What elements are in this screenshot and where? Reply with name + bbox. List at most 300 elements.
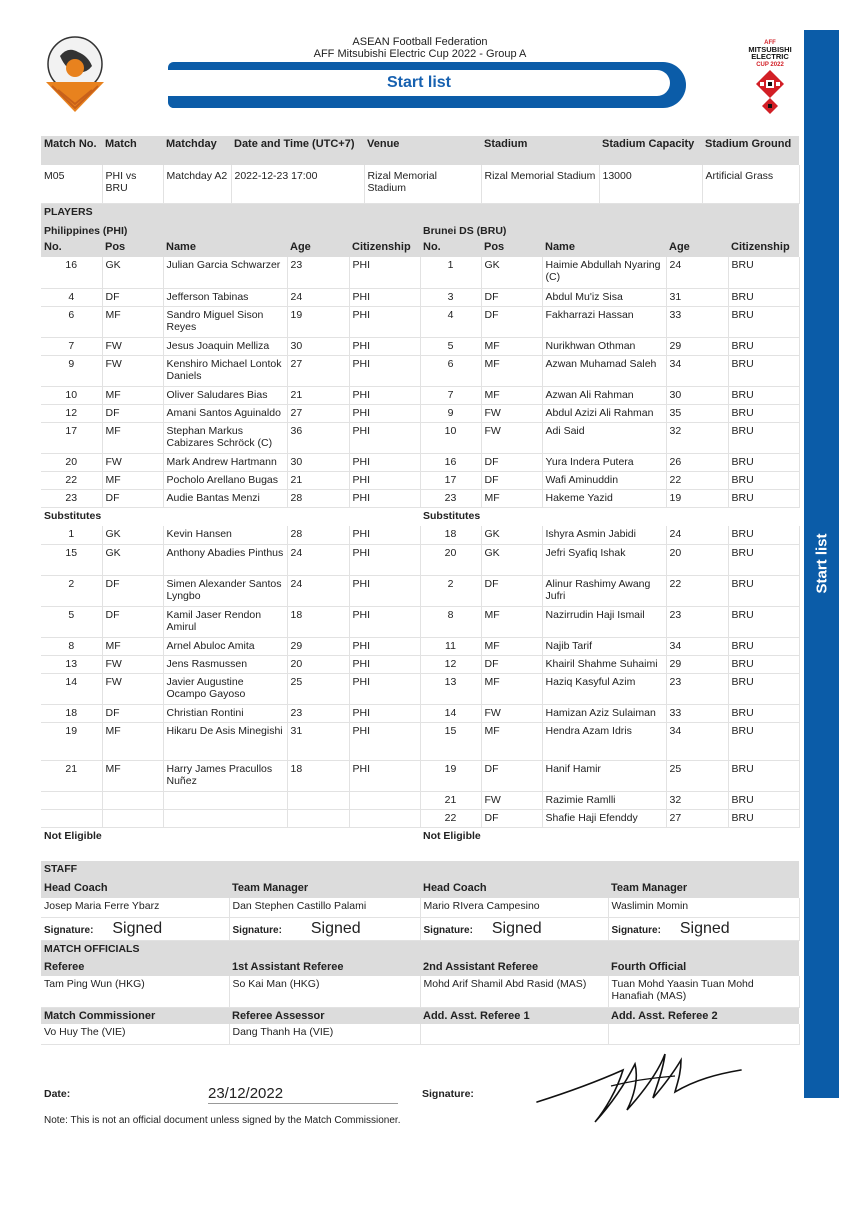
match-info-table	[41, 136, 800, 204]
signature-value: Signed	[310, 919, 361, 937]
matchday-value: Matchday A2	[163, 165, 231, 203]
starter-row	[41, 489, 799, 507]
date-time-header: Date and Time (UTC+7)	[231, 136, 364, 165]
away-player-no: 3	[420, 288, 481, 306]
substitute-row	[41, 791, 799, 809]
away-player-name: Abdul Mu'iz Sisa	[542, 288, 666, 306]
substitute-row	[41, 704, 799, 722]
away-team-name: Brunei DS (BRU)	[420, 224, 799, 239]
side-label	[804, 530, 839, 600]
away-player-citizenship: BRU	[728, 704, 799, 722]
away-player-name: Nurikhwan Othman	[542, 337, 666, 355]
staff-names-row	[41, 898, 799, 917]
away-player-no: 15	[420, 722, 481, 760]
away-player-age: 19	[666, 489, 728, 507]
home-player-age: 18	[287, 606, 349, 637]
away-player-pos: FW	[481, 404, 542, 422]
logo-text-mitsubishi: MITSUBISHI	[748, 45, 792, 54]
home-player-age: 27	[287, 404, 349, 422]
away-player-citizenship: BRU	[728, 526, 799, 544]
substitute-row	[41, 526, 799, 544]
away-player-no: 12	[420, 655, 481, 673]
home-player-pos: DF	[102, 288, 163, 306]
signature-value: Signed	[679, 919, 730, 937]
starter-row	[41, 288, 799, 306]
away-no-header: No.	[420, 239, 481, 257]
away-player-no: 6	[420, 355, 481, 386]
signature-value: Signed	[491, 919, 542, 937]
home-player-pos: DF	[102, 575, 163, 606]
home-player-pos: GK	[102, 257, 163, 288]
officials-section-row	[41, 940, 799, 959]
home-player-age: 18	[287, 760, 349, 791]
away-player-citizenship: BRU	[728, 422, 799, 453]
away-player-pos: MF	[481, 722, 542, 760]
home-player-citizenship: PHI	[349, 544, 420, 575]
players-table	[41, 204, 800, 846]
referee-name: Tam Ping Wun (HKG)	[41, 976, 229, 1007]
date-value: 23/12/2022	[208, 1085, 398, 1104]
competition-name: AFF Mitsubishi Electric Cup 2022 - Group A	[313, 48, 527, 60]
home-player-name: Anthony Abadies Pinthus	[163, 544, 287, 575]
home-player-name: Julian Garcia Schwarzer	[163, 257, 287, 288]
away-pos-header: Pos	[481, 239, 542, 257]
away-player-name: Razimie Ramlli	[542, 791, 666, 809]
home-player-citizenship: PHI	[349, 673, 420, 704]
home-player-citizenship: PHI	[349, 489, 420, 507]
venue-value: Rizal Memorial Stadium	[364, 165, 481, 203]
starter-row	[41, 422, 799, 453]
away-player-pos: DF	[481, 453, 542, 471]
home-player-citizenship: PHI	[349, 575, 420, 606]
home-player-age: 29	[287, 637, 349, 655]
away-player-citizenship: BRU	[728, 760, 799, 791]
home-player-name	[163, 809, 287, 827]
away-player-name: Shafie Haji Efenddy	[542, 809, 666, 827]
second-assistant-referee-label: 2nd Assistant Referee	[420, 959, 608, 976]
away-player-name: Azwan Ali Rahman	[542, 386, 666, 404]
away-player-name: Fakharrazi Hassan	[542, 306, 666, 337]
away-player-no: 4	[420, 306, 481, 337]
away-head-coach-signature	[420, 917, 608, 940]
away-player-name: Ishyra Asmin Jabidi	[542, 526, 666, 544]
away-player-pos: GK	[481, 526, 542, 544]
home-player-name: Christian Rontini	[163, 704, 287, 722]
home-player-age: 30	[287, 337, 349, 355]
home-player-no: 2	[41, 575, 102, 606]
away-player-age: 23	[666, 673, 728, 704]
home-player-name	[163, 791, 287, 809]
starter-row	[41, 471, 799, 489]
home-player-name: Jefferson Tabinas	[163, 288, 287, 306]
away-team-manager-signature	[608, 917, 799, 940]
away-player-pos: MF	[481, 386, 542, 404]
home-player-pos: MF	[102, 422, 163, 453]
home-player-age: 20	[287, 655, 349, 673]
away-player-citizenship: BRU	[728, 404, 799, 422]
away-player-citizenship: BRU	[728, 544, 799, 575]
away-player-name: Hendra Azam Idris	[542, 722, 666, 760]
away-player-age: 26	[666, 453, 728, 471]
stadium-ground-header: Stadium Ground	[702, 136, 799, 165]
home-player-pos: DF	[102, 489, 163, 507]
federation-name: ASEAN Football Federation	[352, 36, 488, 48]
referee-label: Referee	[41, 959, 229, 976]
first-assistant-referee-label: 1st Assistant Referee	[229, 959, 420, 976]
away-player-pos: MF	[481, 489, 542, 507]
away-player-citizenship: BRU	[728, 453, 799, 471]
home-player-no: 18	[41, 704, 102, 722]
away-player-no: 1	[420, 257, 481, 288]
home-player-citizenship: PHI	[349, 704, 420, 722]
home-player-pos: MF	[102, 306, 163, 337]
home-player-no: 4	[41, 288, 102, 306]
home-player-age: 28	[287, 526, 349, 544]
officials-section-title: MATCH OFFICIALS	[41, 940, 799, 959]
home-player-citizenship: PHI	[349, 655, 420, 673]
logo-text-electric: ELECTRIC	[751, 52, 789, 61]
home-player-citizenship: PHI	[349, 257, 420, 288]
away-player-citizenship: BRU	[728, 355, 799, 386]
away-player-name: Wafi Aminuddin	[542, 471, 666, 489]
home-player-citizenship: PHI	[349, 453, 420, 471]
home-player-age: 24	[287, 288, 349, 306]
home-player-pos: MF	[102, 637, 163, 655]
not-eligible-row	[41, 827, 799, 846]
away-player-no: 2	[420, 575, 481, 606]
staff-section-title: STAFF	[41, 861, 799, 880]
players-column-header-row	[41, 239, 799, 257]
home-player-no: 1	[41, 526, 102, 544]
home-player-pos: DF	[102, 404, 163, 422]
away-player-pos: MF	[481, 637, 542, 655]
home-player-pos: MF	[102, 471, 163, 489]
away-player-pos: MF	[481, 337, 542, 355]
match-info-value-row	[41, 165, 799, 203]
home-player-citizenship: PHI	[349, 404, 420, 422]
match-value: PHI vs BRU	[102, 165, 163, 203]
home-player-pos: MF	[102, 760, 163, 791]
home-player-name: Kevin Hansen	[163, 526, 287, 544]
away-player-name: Adi Said	[542, 422, 666, 453]
home-player-age: 23	[287, 257, 349, 288]
officials-names-row-1	[41, 976, 799, 1007]
home-player-name: Amani Santos Aguinaldo	[163, 404, 287, 422]
away-player-name: Yura Indera Putera	[542, 453, 666, 471]
staff-signature-row	[41, 917, 799, 940]
away-player-no: 11	[420, 637, 481, 655]
away-player-age: 29	[666, 337, 728, 355]
home-player-name: Simen Alexander Santos Lyngbo	[163, 575, 287, 606]
staff-officials-table	[41, 861, 800, 1045]
date-time-value: 2022-12-23 17:00	[231, 165, 364, 203]
home-player-no: 12	[41, 404, 102, 422]
away-player-pos: FW	[481, 791, 542, 809]
home-player-citizenship: PHI	[349, 306, 420, 337]
home-name-header: Name	[163, 239, 287, 257]
home-player-no: 19	[41, 722, 102, 760]
away-player-citizenship: BRU	[728, 791, 799, 809]
home-player-age: 23	[287, 704, 349, 722]
home-player-citizenship: PHI	[349, 637, 420, 655]
stadium-value: Rizal Memorial Stadium	[481, 165, 599, 203]
away-player-name: Alinur Rashimy Awang Jufri	[542, 575, 666, 606]
away-player-citizenship: BRU	[728, 722, 799, 760]
home-player-pos: GK	[102, 526, 163, 544]
home-player-no: 14	[41, 673, 102, 704]
officials-roles-row-1	[41, 959, 799, 976]
away-player-citizenship: BRU	[728, 637, 799, 655]
away-player-age: 34	[666, 722, 728, 760]
away-player-citizenship: BRU	[728, 386, 799, 404]
stadium-capacity-header: Stadium Capacity	[599, 136, 702, 165]
home-player-name: Kamil Jaser Rendon Amirul	[163, 606, 287, 637]
home-player-no: 10	[41, 386, 102, 404]
home-player-citizenship: PHI	[349, 386, 420, 404]
second-assistant-referee-name: Mohd Arif Shamil Abd Rasid (MAS)	[420, 976, 608, 1007]
stadium-header: Stadium	[481, 136, 599, 165]
match-no-value: M05	[41, 165, 102, 203]
home-player-pos: FW	[102, 355, 163, 386]
home-player-no: 15	[41, 544, 102, 575]
officials-roles-row-2	[41, 1007, 799, 1024]
home-head-coach-name: Josep Maria Ferre Ybarz	[41, 898, 229, 917]
home-player-no	[41, 791, 102, 809]
away-team-manager-label: Team Manager	[608, 880, 799, 898]
home-player-no	[41, 809, 102, 827]
away-player-pos: FW	[481, 422, 542, 453]
match-no-header: Match No.	[41, 136, 102, 165]
match-commissioner-label: Match Commissioner	[41, 1007, 229, 1024]
home-player-name: Mark Andrew Hartmann	[163, 453, 287, 471]
signature-label: Signature:	[44, 924, 94, 936]
substitute-row	[41, 606, 799, 637]
starter-row	[41, 453, 799, 471]
home-player-citizenship: PHI	[349, 722, 420, 760]
away-player-pos: DF	[481, 655, 542, 673]
signature-label: Signature:	[611, 924, 661, 936]
home-player-name: Pocholo Arellano Bugas	[163, 471, 287, 489]
away-head-coach-label: Head Coach	[420, 880, 608, 898]
away-player-age: 33	[666, 306, 728, 337]
away-player-age: 29	[666, 655, 728, 673]
away-player-age: 31	[666, 288, 728, 306]
away-player-name: Haimie Abdullah Nyaring (C)	[542, 257, 666, 288]
away-player-citizenship: BRU	[728, 337, 799, 355]
home-player-citizenship: PHI	[349, 760, 420, 791]
away-player-pos: MF	[481, 355, 542, 386]
away-player-age: 24	[666, 526, 728, 544]
home-player-pos: GK	[102, 544, 163, 575]
home-player-name: Stephan Markus Cabizares Schröck (C)	[163, 422, 287, 453]
home-player-no: 6	[41, 306, 102, 337]
stadium-capacity-value: 13000	[599, 165, 702, 203]
home-player-name: Jesus Joaquin Melliza	[163, 337, 287, 355]
away-player-age: 23	[666, 606, 728, 637]
substitute-row	[41, 673, 799, 704]
away-player-age: 22	[666, 471, 728, 489]
home-player-no: 23	[41, 489, 102, 507]
home-player-pos: FW	[102, 673, 163, 704]
substitute-row	[41, 637, 799, 655]
home-player-no: 9	[41, 355, 102, 386]
referee-assessor-name: Dang Thanh Ha (VIE)	[229, 1024, 420, 1044]
away-player-name: Azwan Muhamad Saleh	[542, 355, 666, 386]
home-player-no: 13	[41, 655, 102, 673]
substitute-row	[41, 809, 799, 827]
home-player-citizenship: PHI	[349, 355, 420, 386]
away-not-eligible-label: Not Eligible	[420, 827, 799, 846]
starter-row	[41, 306, 799, 337]
home-player-age: 30	[287, 453, 349, 471]
home-player-age: 19	[287, 306, 349, 337]
home-player-citizenship: PHI	[349, 606, 420, 637]
away-player-citizenship: BRU	[728, 575, 799, 606]
logo-text-cup: CUP 2022	[756, 62, 784, 68]
starters-end-marker	[41, 507, 799, 526]
away-player-citizenship: BRU	[728, 306, 799, 337]
away-player-age: 20	[666, 544, 728, 575]
home-age-header: Age	[287, 239, 349, 257]
away-player-age: 24	[666, 257, 728, 288]
home-player-name: Harry James Pracullos Nuñez	[163, 760, 287, 791]
matchday-header: Matchday	[163, 136, 231, 165]
home-player-citizenship: PHI	[349, 471, 420, 489]
home-player-pos	[102, 809, 163, 827]
away-name-header: Name	[542, 239, 666, 257]
staff-section-row	[41, 861, 799, 880]
away-player-pos: DF	[481, 760, 542, 791]
away-player-name: Nazirrudin Haji Ismail	[542, 606, 666, 637]
home-player-citizenship	[349, 809, 420, 827]
home-player-age: 36	[287, 422, 349, 453]
starter-row	[41, 355, 799, 386]
starter-row	[41, 404, 799, 422]
staff-roles-row	[41, 880, 799, 898]
date-label: Date:	[44, 1088, 71, 1100]
away-citizenship-header: Citizenship	[728, 239, 799, 257]
signature-label: Signature:	[232, 924, 282, 936]
home-not-eligible-label: Not Eligible	[41, 827, 420, 846]
signature-label: Signature:	[423, 924, 473, 936]
away-player-age: 34	[666, 637, 728, 655]
away-player-pos: DF	[481, 471, 542, 489]
home-player-citizenship: PHI	[349, 337, 420, 355]
home-player-no: 7	[41, 337, 102, 355]
match-header: Match	[102, 136, 163, 165]
away-player-no: 14	[420, 704, 481, 722]
home-player-citizenship: PHI	[349, 422, 420, 453]
substitute-row	[41, 760, 799, 791]
away-player-citizenship: BRU	[728, 257, 799, 288]
away-player-age: 33	[666, 704, 728, 722]
away-team-manager-name: Waslimin Momin	[608, 898, 799, 917]
away-player-no: 23	[420, 489, 481, 507]
match-commissioner-name: Vo Huy The (VIE)	[41, 1024, 229, 1044]
handwritten-signature	[535, 1040, 745, 1130]
home-player-no: 16	[41, 257, 102, 288]
away-player-no: 17	[420, 471, 481, 489]
venue-header: Venue	[364, 136, 481, 165]
home-team-manager-signature	[229, 917, 420, 940]
away-player-no: 10	[420, 422, 481, 453]
players-section-title: PLAYERS	[41, 204, 799, 224]
away-player-name: Haziq Kasyful Azim	[542, 673, 666, 704]
away-player-pos: FW	[481, 704, 542, 722]
stadium-ground-value: Artificial Grass	[702, 165, 799, 203]
away-player-pos: GK	[481, 544, 542, 575]
home-player-pos	[102, 791, 163, 809]
away-player-no: 8	[420, 606, 481, 637]
away-player-age: 27	[666, 809, 728, 827]
home-player-no: 8	[41, 637, 102, 655]
home-player-age: 24	[287, 544, 349, 575]
starter-row	[41, 386, 799, 404]
match-info-header-row	[41, 136, 799, 165]
away-player-citizenship: BRU	[728, 606, 799, 637]
away-player-citizenship: BRU	[728, 673, 799, 704]
home-player-age	[287, 809, 349, 827]
home-team-manager-name: Dan Stephen Castillo Palami	[229, 898, 420, 917]
away-player-age: 25	[666, 760, 728, 791]
away-player-no: 9	[420, 404, 481, 422]
home-substitutes-label: Substitutes	[41, 507, 420, 526]
referee-assessor-label: Referee Assessor	[229, 1007, 420, 1024]
home-player-name: Hikaru De Asis Minegishi	[163, 722, 287, 760]
home-player-no: 22	[41, 471, 102, 489]
team-names-row	[41, 224, 799, 239]
home-player-pos: FW	[102, 337, 163, 355]
substitute-row	[41, 544, 799, 575]
home-player-age: 27	[287, 355, 349, 386]
away-player-no: 7	[420, 386, 481, 404]
away-player-citizenship: BRU	[728, 809, 799, 827]
away-player-age: 32	[666, 422, 728, 453]
home-player-pos: MF	[102, 722, 163, 760]
home-player-name: Sandro Miguel Sison Reyes	[163, 306, 287, 337]
away-player-no: 22	[420, 809, 481, 827]
away-player-no: 21	[420, 791, 481, 809]
home-player-name: Jens Rasmussen	[163, 655, 287, 673]
home-player-age: 21	[287, 471, 349, 489]
home-player-citizenship: PHI	[349, 288, 420, 306]
away-player-pos: DF	[481, 306, 542, 337]
away-player-name: Khairil Shahme Suhaimi	[542, 655, 666, 673]
home-player-no: 17	[41, 422, 102, 453]
away-player-age: 30	[666, 386, 728, 404]
footer-note: Note: This is not an official document unless signed by the Match Commissioner.	[44, 1115, 401, 1126]
home-player-age: 21	[287, 386, 349, 404]
substitute-row	[41, 655, 799, 673]
players-section-row	[41, 204, 799, 224]
away-player-pos: DF	[481, 809, 542, 827]
away-player-age: 22	[666, 575, 728, 606]
away-player-citizenship: BRU	[728, 655, 799, 673]
asean-football-federation-logo	[40, 34, 110, 116]
away-player-no: 5	[420, 337, 481, 355]
away-player-name: Abdul Azizi Ali Rahman	[542, 404, 666, 422]
additional-assistant-referee-1-label: Add. Asst. Referee 1	[420, 1007, 608, 1024]
away-player-age: 35	[666, 404, 728, 422]
home-player-no: 5	[41, 606, 102, 637]
home-player-age	[287, 791, 349, 809]
home-player-name: Arnel Abuloc Amita	[163, 637, 287, 655]
home-player-pos: DF	[102, 606, 163, 637]
home-player-age: 28	[287, 489, 349, 507]
away-player-no: 19	[420, 760, 481, 791]
fourth-official-label: Fourth Official	[608, 959, 799, 976]
away-age-header: Age	[666, 239, 728, 257]
